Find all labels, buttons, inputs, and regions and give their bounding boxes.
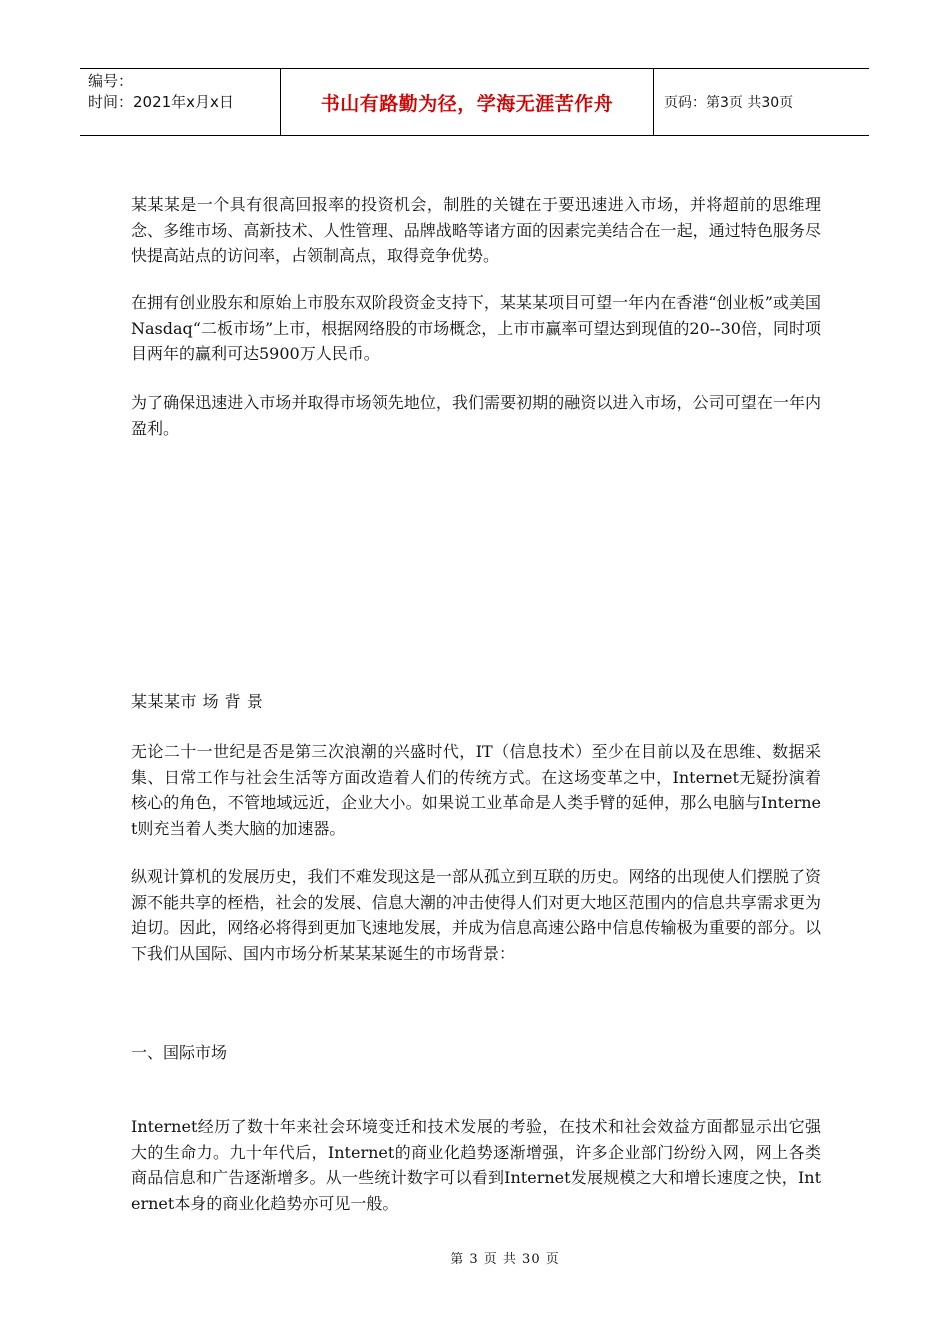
paragraph-network-history: 纵观计算机的发展历史，我们不难发现这是一部从孤立到互联的历史。网络的出现使人们摆脱了资源不能共享的桎梏，社会的发展、信息大潮的冲击使得人们对更大地区范围内的信息共享需求更为迫切。因此，网络必将得到更加飞速地发展，并成为信息高速公路中信息传输极为重要的部分。以下我们从国际、国内市场分析某某某诞生的市场背景： (131, 867, 821, 963)
document-number-label: 编号： (88, 72, 134, 90)
paragraph-listing-plan: 在拥有创业股东和原始上市股东双阶段资金支持下，某某某项目可望一年内在香港“创业板”或美国Nasdaq“二板市场”上市，根据网络股的市场概念，上市市赢率可望达到现值的20--30倍，同时项目两年的赢利可达5900万人民币。 (131, 293, 821, 363)
section-heading-international-market: 一、国际市场 (131, 1043, 228, 1062)
paragraph-internet-commercialization: Internet经历了数十年来社会环境变迁和技术发展的考验，在技术和社会效益方面都显示出它强大的生命力。九十年代后，Internet的商业化趋势逐渐增强，许多企业部门纷纷入网，网上各类商品信息和广告逐渐增多。从一些统计数字可以看到Internet发展规模之大和增长速度之快，Internet本身的商业化趋势亦可见一般。 (131, 1117, 821, 1213)
header-page-number: 页码：第3页 共30页 (664, 95, 794, 111)
page-footer: 第 3 页 共 30 页 (450, 1252, 560, 1267)
document-date-label: 时间：2021年x月x日 (88, 93, 234, 111)
page-header (80, 68, 869, 136)
paragraph-financing: 为了确保迅速进入市场并取得市场领先地位，我们需要初期的融资以进入市场，公司可望在一年内盈利。 (131, 393, 821, 438)
paragraph-investment-opportunity: 某某某是一个具有很高回报率的投资机会，制胜的关键在于要迅速进入市场，并将超前的思维理念、多维市场、高新技术、人性管理、品牌战略等诸方面的因素完美结合在一起，通过特色服务尽快提高站点的访问率，占领制高点，取得竞争优势。 (131, 195, 821, 265)
header-motto: 书山有路勤为径，学海无涯苦作舟 (281, 69, 654, 135)
section-heading-market-background: 某某某市 场 背 景 (131, 692, 264, 711)
paragraph-it-revolution: 无论二十一世纪是否是第三次浪潮的兴盛时代，IT（信息技术）至少在目前以及在思维、数据采集、日常工作与社会生活等方面改造着人们的传统方式。在这场变革之中，Internet无疑扮演着核心的角色，不管地域远近，企业大小。如果说工业革命是人类手臂的延伸，那么电脑与Internet则充当着人类大脑的加速器。 (131, 742, 821, 838)
header-info-cell (80, 69, 281, 135)
